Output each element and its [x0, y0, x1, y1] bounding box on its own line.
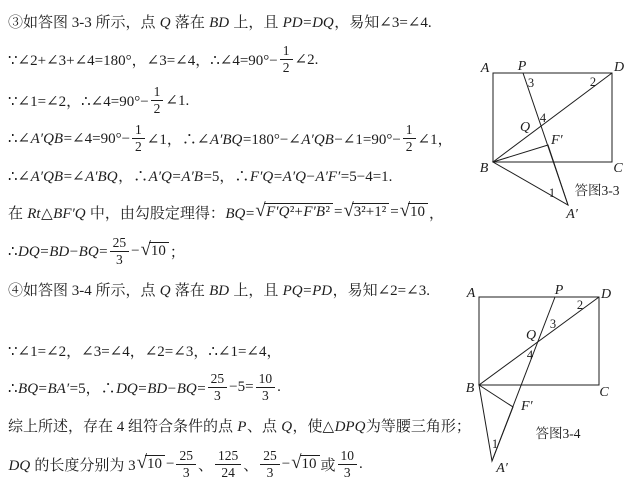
text-line	[8, 367, 486, 407]
text-segment: ④如答图 3-4 所示，点 Q 落在 BD 上，且 PQ=PD，易知∠2=∠3.	[8, 282, 430, 299]
vertex-label-P: P	[517, 59, 527, 74]
text-segment: −5=	[229, 378, 254, 395]
figure-3-3	[460, 45, 638, 235]
math-fraction: $\frac{25}{3}$	[110, 235, 130, 267]
math-fraction: $\frac{1}{2}$	[403, 122, 416, 154]
text-segment: ∠1，∴∠A′BQ=180°−∠A′QB−∠1=90°−	[146, 131, 401, 148]
vertex-label-D: D	[613, 60, 625, 75]
text-line	[8, 37, 486, 81]
text-line	[8, 271, 486, 307]
text-segment: =	[334, 203, 343, 220]
vertex-label-C: C	[613, 161, 623, 176]
vertex-label-A-prime: A′	[496, 461, 508, 476]
math-fraction: $\frac{1}{2}$	[151, 84, 164, 116]
vertex-label-Q: Q	[519, 120, 531, 135]
text-segment: 综上所述，存在 4 组符合条件的点 P、点 Q，使△DPQ为等腰三角形；	[8, 418, 471, 435]
text-segment: ∠2.	[294, 51, 319, 68]
math-sqrt: √ 3²+1²	[343, 203, 389, 222]
vertex-label-D: D	[600, 287, 612, 302]
text-line	[8, 157, 486, 193]
text-segment: −	[281, 455, 291, 472]
angle-label-2: 2	[576, 298, 584, 312]
text-segment: ∴DQ=BD−BQ=	[8, 243, 108, 260]
angle-label-4: 4	[526, 348, 534, 362]
angle-label-2: 2	[589, 75, 597, 89]
math-sqrt: √ F′Q²+F′B²	[255, 203, 333, 222]
text-segment: 、	[243, 457, 259, 474]
angle-label-1: 1	[548, 186, 556, 200]
text-segment: ∵∠1=∠2，∴∠4=90°−	[8, 93, 149, 110]
vertex-label-B: B	[465, 381, 475, 396]
text-line	[8, 407, 486, 443]
text-segment: ∴∠A′QB=∠A′BQ，∴A′Q=A′B=5，∴F′Q=A′Q−A′F′=5−4=1.	[8, 168, 393, 185]
text-segment: ；	[169, 244, 185, 261]
vertex-label-P: P	[554, 283, 564, 298]
math-fraction: $\frac{1}{2}$	[280, 43, 293, 75]
math-fraction: $\frac{25}{3}$	[260, 448, 280, 480]
angle-label-4: 4	[539, 111, 547, 125]
math-sqrt: √ 10	[141, 242, 169, 261]
vertex-label-C: C	[599, 385, 609, 400]
text-line	[8, 193, 486, 231]
text-segment: 或	[320, 457, 336, 474]
text-line	[8, 6, 486, 37]
vertex-label-F-prime: F′	[551, 133, 563, 148]
text-segment: −	[131, 242, 140, 259]
text-line	[8, 119, 486, 157]
angle-label-1: 1	[491, 437, 499, 451]
text-segment: .	[277, 378, 281, 395]
vertex-label-F-prime: F′	[521, 399, 533, 414]
text-segment: .	[359, 455, 363, 472]
angle-label-3: 3	[527, 76, 535, 90]
text-segment: −	[165, 455, 175, 472]
figure-caption: 答图3-4	[535, 426, 581, 441]
math-fraction: $\frac{125}{24}$	[215, 448, 241, 480]
vertex-label-A: A	[480, 61, 490, 76]
text-segment: 在 Rt△BF′Q 中，由勾股定理得：BQ=	[8, 205, 255, 222]
vertex-label-Q: Q	[525, 328, 537, 343]
text-segment: =	[390, 203, 399, 220]
math-fraction: $\frac{1}{2}$	[132, 122, 145, 154]
text-segment: ∴∠A′QB=∠4=90°−	[8, 130, 131, 147]
figure-3-4	[455, 280, 638, 492]
vertex-label-A: A	[466, 286, 476, 301]
text-segment: DQ 的长度分别为 3	[8, 457, 136, 474]
math-fraction: $\frac{10}{3}$	[338, 448, 358, 480]
text-segment: ∴BQ=BA′=5，∴DQ=BD−BQ=	[8, 380, 206, 397]
text-segment: ∵∠2+∠3+∠4=180°，∠3=∠4，∴∠4=90°−	[8, 52, 278, 69]
vertex-label-B: B	[479, 161, 489, 176]
text-segment: ∠1.	[165, 92, 190, 109]
vertex-label-A-prime: A′	[566, 207, 578, 222]
text-segment: ∵∠1=∠2，∠3=∠4，∠2=∠3，∴∠1=∠4，	[8, 343, 282, 360]
text-segment: ，	[429, 205, 445, 222]
math-sqrt: √ 10	[400, 203, 428, 222]
text-line	[8, 231, 486, 271]
solution-text	[8, 6, 486, 485]
math-fraction: $\frac{25}{3}$	[176, 448, 196, 480]
text-line	[8, 443, 486, 485]
text-segment: ∠1，	[417, 131, 453, 148]
text-segment: 、	[197, 457, 213, 474]
math-fraction: $\frac{10}{3}$	[256, 371, 276, 403]
math-sqrt: √ 10	[137, 455, 165, 474]
math-fraction: $\frac{25}{3}$	[208, 371, 228, 403]
text-line	[8, 333, 486, 367]
angle-label-3: 3	[549, 317, 557, 331]
text-segment: ③如答图 3-3 所示，点 Q 落在 BD 上，且 PD=DQ，易知∠3=∠4.	[8, 15, 432, 31]
text-line	[8, 81, 486, 119]
figure-caption: 答图3-3	[574, 183, 620, 198]
math-sqrt: √ 10	[291, 455, 319, 474]
